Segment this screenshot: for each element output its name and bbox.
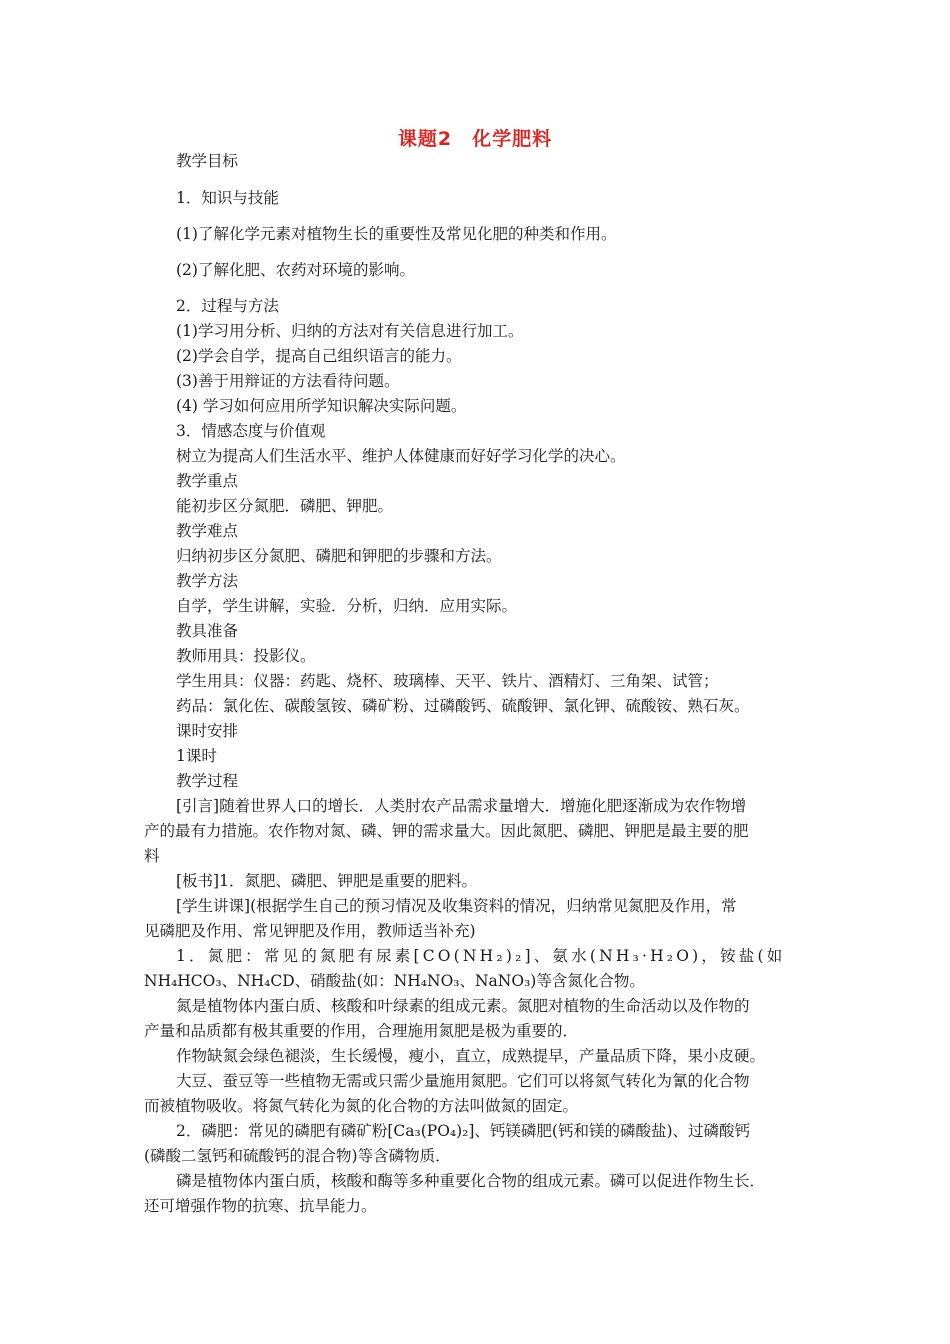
goal-item: (1)学习用分析、归纳的方法对有关信息进行加工。 [176,322,524,340]
subheading-attitude-values: 3．情感态度与价值观 [176,422,326,440]
para-nitrogen-fixation-line: 而被植物吸收。将氮气转化为氮的化合物的方法叫做氮的固定。 [144,1097,579,1115]
goal-item: (1)了解化学元素对植物生长的重要性及常见化肥的种类和作用。 [176,225,617,243]
heading-materials: 教具准备 [176,622,239,640]
heading-process: 教学过程 [176,772,239,790]
para-student-lecture-line: 见磷肥及作用、常见钾肥及作用，教师适当补充) [144,922,476,940]
para-nitrogen-deficiency: 作物缺氮会绿色褪淡，生长缓慢，瘦小，直立，成熟提早，产量品质下降，果小皮硬。 [176,1047,766,1065]
heading-teaching-goals: 教学目标 [176,152,239,170]
para-nitrogen-line: 1．氮肥：常见的氮肥有尿素[CO(NH₂)₂]、氨水(NH₃·H₂O)，铵盐(如 [176,947,786,965]
para-phosphate-line: (磷酸二氢钙和硫酸钙的混合物)等含磷物质． [144,1147,451,1165]
heading-key-points: 教学重点 [176,472,239,490]
difficulties-text: 归纳初步区分氮肥、磷肥和钾肥的步骤和方法。 [176,547,502,565]
para-nitrogen-role-line: 氮是植物体内蛋白质、核酸和叶绿素的组成元素。氮肥对植物的生命活动以及作物的 [176,997,750,1015]
heading-difficulties: 教学难点 [176,522,239,540]
heading-schedule: 课时安排 [176,722,239,740]
methods-text: 自学，学生讲解，实验．分析，归纳．应用实际。 [176,597,518,615]
para-phosphorus-role-line: 还可增强作物的抗寒、抗旱能力。 [144,1197,377,1215]
para-phosphate-line: 2．磷肥：常见的磷肥有磷矿粉[Ca₃(PO₄)₂]、钙镁磷肥(钙和镁的磷酸盐)、过磷酸钙 [176,1122,751,1140]
goal-item: (2)了解化肥、农药对环境的影响。 [176,261,415,279]
teacher-materials: 教师用具：投影仪。 [176,647,316,665]
para-phosphorus-role-line: 磷是植物体内蛋白质，核酸和酶等多种重要化合物的组成元素。磷可以促进作物生长． [176,1172,766,1190]
key-points-text: 能初步区分氮肥．磷肥、钾肥。 [176,497,394,515]
para-intro-line: [引言]随着世界人口的增长．人类肘农产品需求量增大．增施化肥逐渐成为农作物增 [176,797,747,815]
para-intro-line: 产的最有力措施。农作物对氮、磷、钾的需求量大。因此氮肥、磷肥、钾肥是最主要的肥 [144,822,749,840]
goal-item: (2)学会自学，提高自己组织语言的能力。 [176,347,462,365]
para-student-lecture-line: [学生讲课](根据学生自己的预习情况及收集资料的情况，归纳常见氮肥及作用，常 [176,897,737,915]
subheading-knowledge-skills: 1．知识与技能 [176,189,279,207]
para-nitrogen-role-line: 产量和品质都有极其重要的作用，合理施用氮肥是极为重要的． [144,1022,579,1040]
para-intro-line: 料 [144,847,160,865]
heading-methods: 教学方法 [176,572,239,590]
goal-item: 树立为提高人们生活水平、维护人体健康而好好学习化学的决心。 [176,447,626,465]
board-note: [板书]1．氮肥、磷肥、钾肥是重要的肥料。 [176,872,477,890]
goal-item: (3)善于用辩证的方法看待问题。 [176,372,400,390]
subheading-process-method: 2．过程与方法 [176,297,279,315]
document-title: 课题2 化学肥料 [397,128,553,150]
schedule-text: 1课时 [176,747,217,765]
para-nitrogen-line: NH₄HCO₃、NH₄CD、硝酸盐(如：NH₄NO₃、NaNO₃)等含氮化合物。 [144,972,645,990]
goal-item: (4) 学习如何应用所学知识解决实际问题。 [176,397,467,415]
chemicals-list: 药品：氯化佐、碳酸氢铵、磷矿粉、过磷酸钙、硫酸钾、氯化钾、硫酸铵、熟石灰。 [176,697,750,715]
student-materials: 学生用具：仪器：药匙、烧杯、玻璃棒、天平、铁片、酒精灯、三角架、试管； [176,672,719,690]
para-nitrogen-fixation-line: 大豆、蚕豆等一些植物无需或只需少量施用氮肥。它们可以将氮气转化为氰的化合物 [176,1072,750,1090]
